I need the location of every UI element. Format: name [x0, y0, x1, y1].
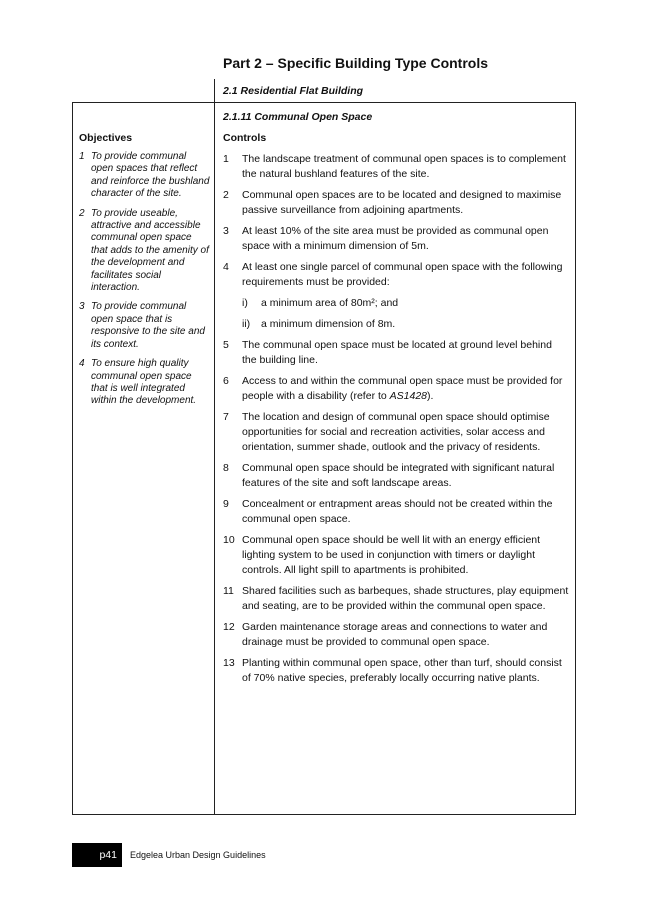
control-text: Planting within communal open space, other than turf, should consist of 70% native species, preferably locally occurring native plants. [242, 657, 562, 684]
top-divider [214, 79, 215, 103]
control-item [223, 260, 569, 290]
objective-number: 3 [79, 301, 85, 313]
control-text: The landscape treatment of communal open spaces is to complement the natural bushland features of the site. [242, 153, 566, 180]
sub-item-text: a minimum dimension of 8m. [261, 318, 396, 330]
control-text: Shared facilities such as barbeques, shade structures, play equipment and seating, are to be provided within the communal open space. [242, 585, 569, 612]
control-number: 13 [223, 657, 235, 669]
footer-document-title: Edgelea Urban Design Guidelines [130, 850, 266, 860]
control-item [223, 410, 569, 455]
control-text: Communal open space should be integrated with significant natural features of the site and soft landscape areas. [242, 462, 555, 489]
control-number: 3 [223, 225, 229, 237]
sub-item-text: a minimum area of 80m²; and [261, 297, 399, 309]
control-text: Communal open spaces are to be located and designed to maximise passive surveillance from adjoining apartments. [242, 189, 562, 216]
control-number: 6 [223, 375, 229, 387]
sub-item-number: ii) [242, 318, 251, 330]
objective-text: To provide communal open spaces that reflect and reinforce the bushland character of the site. [91, 151, 210, 200]
control-text [242, 374, 569, 404]
control-number: 4 [223, 261, 229, 273]
control-number: 12 [223, 621, 235, 633]
control-number: 5 [223, 339, 229, 351]
control-text-after: ). [427, 390, 434, 402]
objective-item [79, 208, 211, 295]
control-number: 8 [223, 462, 229, 474]
control-item [223, 374, 569, 404]
objective-text: To ensure high quality communal open space that is well integrated within the development. [91, 358, 197, 407]
objective-number: 2 [79, 207, 85, 219]
control-text: The communal open space must be located at ground level behind the building line. [242, 339, 552, 366]
control-sub-item [242, 296, 569, 311]
objective-item [79, 358, 211, 408]
page-number: p41 [99, 849, 117, 861]
controls-heading: Controls [223, 132, 267, 144]
control-number: 11 [223, 585, 234, 597]
control-item [223, 224, 569, 254]
objective-item [79, 301, 211, 351]
control-item [223, 497, 569, 527]
control-text: Communal open space should be well lit with an energy efficient lighting system to be used in conjunction with timers or daylight controls. All light spill to apartments is prohibited. [242, 534, 541, 576]
control-item [223, 656, 569, 686]
control-item [223, 152, 569, 182]
controls-list [223, 152, 569, 692]
control-text: The location and design of communal open space should optimise opportunities for social and recreation activities, solar access and orientation, summer shade, outlook and the privacy of residents. [242, 411, 550, 453]
control-number: 7 [223, 411, 229, 423]
control-item [223, 188, 569, 218]
standard-reference: AS1428 [389, 390, 428, 402]
control-item [223, 338, 569, 368]
control-text-before: Access to and within the communal open space must be provided for people with a disability (refer to [242, 375, 563, 402]
objective-text: To provide useable, attractive and accessible communal open space that adds to the amenity of the development and facilitates social interaction. [91, 207, 209, 294]
objective-text: To provide communal open space that is responsive to the site and its context. [91, 301, 205, 350]
control-sub-item [242, 317, 569, 332]
objectives-list [79, 151, 211, 415]
control-text: Concealment or entrapment areas should not be created within the communal open space. [242, 498, 553, 525]
page-number-badge [72, 843, 122, 867]
control-item [223, 533, 569, 578]
objectives-heading: Objectives [79, 132, 133, 144]
control-number: 9 [223, 498, 229, 510]
control-item [223, 584, 569, 614]
part-title: Part 2 – Specific Building Type Controls [223, 55, 489, 71]
sub-item-number: i) [242, 297, 248, 309]
control-number: 1 [223, 153, 229, 165]
section-title: 2.1 Residential Flat Building [223, 85, 364, 97]
subsection-title: 2.1.11 Communal Open Space [223, 111, 373, 123]
control-text: Garden maintenance storage areas and connections to water and drainage must be provided to communal open space. [242, 621, 548, 648]
objective-number: 1 [79, 151, 85, 162]
control-item [223, 461, 569, 491]
control-item [223, 620, 569, 650]
objective-number: 4 [79, 358, 85, 370]
control-number: 10 [223, 534, 235, 546]
control-text: At least 10% of the site area must be provided as communal open space with a minimum dimension of 5m. [242, 225, 549, 252]
column-divider [214, 102, 215, 815]
control-number: 2 [223, 189, 229, 201]
control-text: At least one single parcel of communal open space with the following requirements must be provided: [242, 261, 563, 288]
objective-item [79, 151, 211, 201]
